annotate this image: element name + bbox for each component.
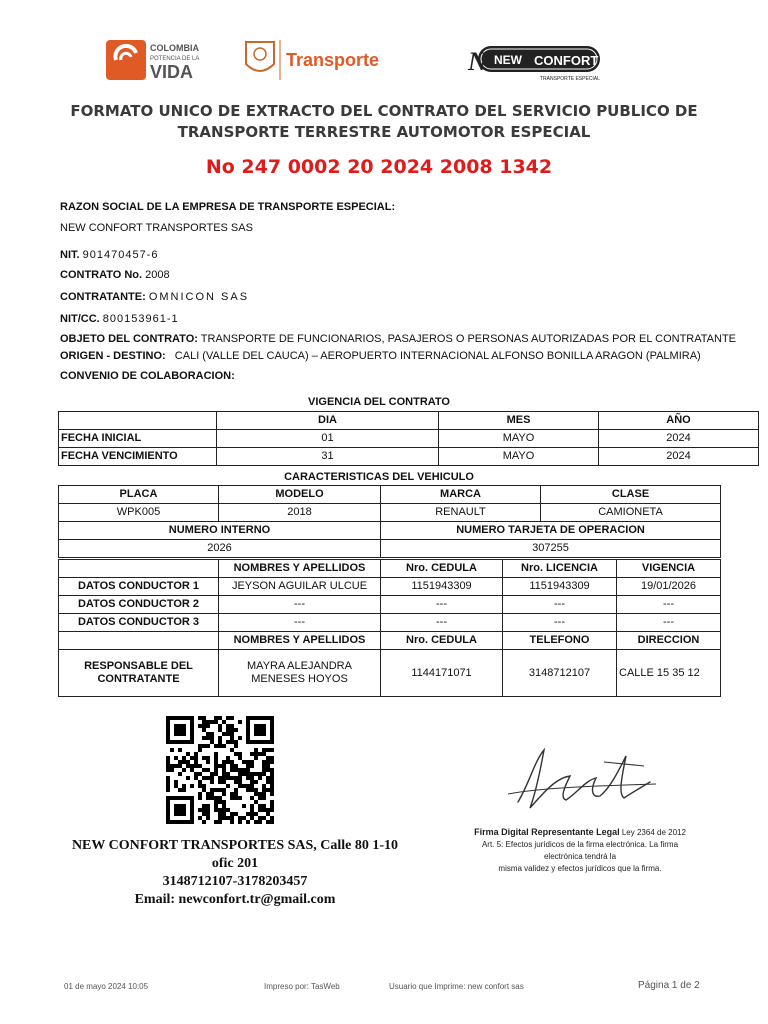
origen-value: CALI (VALLE DEL CAUCA) – AEROPUERTO INTERNACIONAL ALFONSO BONILLA ARAGON (PALMIRA) bbox=[174, 350, 701, 362]
table-cell: --- bbox=[219, 614, 381, 632]
table-row bbox=[59, 614, 721, 632]
document-title bbox=[0, 101, 768, 143]
table-cell: --- bbox=[617, 614, 721, 632]
table-row bbox=[59, 632, 721, 650]
table-row bbox=[59, 596, 721, 614]
contratante-row bbox=[60, 291, 249, 304]
new-confort-logo bbox=[464, 38, 604, 84]
conductores-table bbox=[58, 559, 721, 697]
table-cell: 2024 bbox=[599, 448, 759, 466]
logo-text-sub: TRANSPORTE ESPECIAL bbox=[540, 76, 600, 82]
responsable-telefono: 3148712107 bbox=[503, 650, 617, 697]
logo-text-vida: VIDA bbox=[150, 62, 194, 82]
contract-number: No 247 0002 20 2024 2008 1342 bbox=[205, 156, 553, 178]
razon-social-value: NEW CONFORT TRANSPORTES SAS bbox=[60, 222, 253, 234]
objeto-value: TRANSPORTE DE FUNCIONARIOS, PASAJEROS O PERSONAS AUTORIZADAS POR EL CONTRATANTE bbox=[200, 333, 736, 345]
contratante-label: CONTRATANTE: bbox=[60, 291, 146, 303]
print-date: 01 de mayo 2024 10:05 bbox=[64, 982, 149, 991]
signature-lead-line bbox=[440, 826, 720, 839]
row-label-conductor-2: DATOS CONDUCTOR 2 bbox=[59, 596, 219, 614]
col-header-licencia: Nro. LICENCIA bbox=[503, 560, 617, 578]
table-cell: JEYSON AGUILAR ULCUE bbox=[219, 578, 381, 596]
logo-text-potencia: POTENCIA DE LA bbox=[150, 56, 200, 62]
qr-code bbox=[166, 716, 274, 824]
col-header-dia: DIA bbox=[217, 412, 439, 430]
col-header-vigencia: VIGENCIA bbox=[617, 560, 721, 578]
nit-label: NIT. bbox=[60, 249, 80, 261]
table-row bbox=[59, 540, 721, 558]
vigencia-table bbox=[58, 411, 759, 466]
nitcc-value: 800153961-1 bbox=[102, 313, 179, 325]
row-label-conductor-3: DATOS CONDUCTOR 3 bbox=[59, 614, 219, 632]
print-user: Usuario que Imprime: new confort sas bbox=[389, 982, 524, 991]
col-header-modelo: MODELO bbox=[219, 486, 381, 504]
nit-row bbox=[60, 249, 158, 262]
contrato-value: 2008 bbox=[145, 269, 170, 281]
title-line-2: TRANSPORTE TERRESTRE AUTOMOTOR ESPECIAL bbox=[177, 123, 591, 141]
logo-text-transporte: Transporte bbox=[286, 50, 380, 70]
tarjeta-operacion-label: NUMERO TARJETA DE OPERACION bbox=[381, 522, 721, 540]
signature-law: Ley 2364 de 2012 bbox=[621, 828, 686, 837]
responsable-cedula: 1144171071 bbox=[381, 650, 503, 697]
logo-text-colombia: COLOMBIA bbox=[150, 43, 199, 53]
responsable-direccion: CALLE 15 35 12 bbox=[617, 650, 721, 697]
company-office-line: ofic 201 bbox=[211, 856, 259, 871]
company-email: Email: newconfort.tr@gmail.com bbox=[134, 892, 336, 907]
signature-line-3: electrónica tendrá la bbox=[543, 852, 617, 861]
razon-social-label: RAZON SOCIAL DE LA EMPRESA DE TRANSPORTE ESPECIAL: bbox=[60, 201, 396, 213]
marca-value: RENAULT bbox=[381, 504, 541, 522]
origen-label: ORIGEN - DESTINO: bbox=[60, 350, 166, 362]
origen-row bbox=[60, 350, 701, 363]
vehiculo-title: CARACTERISTICAS DEL VEHICULO bbox=[284, 471, 474, 483]
ministerio-transporte-logo bbox=[240, 36, 390, 84]
col-header-resp-nombres: NOMBRES Y APELLIDOS bbox=[219, 632, 381, 650]
table-cell: 01 bbox=[217, 430, 439, 448]
company-phones: 3148712107-3178203457 bbox=[162, 874, 308, 889]
colombia-potencia-logo bbox=[106, 40, 212, 82]
row-label-responsable: RESPONSABLE DEL CONTRATANTE bbox=[59, 650, 219, 697]
table-cell: --- bbox=[381, 596, 503, 614]
table-cell: --- bbox=[219, 596, 381, 614]
tarjeta-operacion-value: 307255 bbox=[381, 540, 721, 558]
table-row bbox=[59, 522, 721, 540]
printed-by: Impreso por: TasWeb bbox=[264, 982, 340, 991]
row-label-fecha-inicial: FECHA INICIAL bbox=[59, 430, 217, 448]
table-cell bbox=[59, 632, 219, 650]
contratante-value: OMNICON SAS bbox=[148, 291, 250, 303]
responsable-nombre: MAYRA ALEJANDRA MENESES HOYOS bbox=[219, 650, 381, 697]
company-address-line: NEW CONFORT TRANSPORTES SAS, Calle 80 1-10 bbox=[71, 838, 399, 853]
signature-line-2: Art. 5: Efectos jurídicos de la firma electrónica. La firma bbox=[481, 840, 679, 849]
table-row bbox=[59, 486, 721, 504]
col-header-nombres: NOMBRES Y APELLIDOS bbox=[219, 560, 381, 578]
table-row bbox=[59, 560, 721, 578]
nitcc-row bbox=[60, 313, 179, 326]
table-cell: 1151943309 bbox=[381, 578, 503, 596]
company-contact-block bbox=[40, 837, 430, 909]
table-cell: --- bbox=[381, 614, 503, 632]
table-cell: MAYO bbox=[439, 430, 599, 448]
table-row bbox=[59, 430, 759, 448]
clase-value: CAMIONETA bbox=[541, 504, 721, 522]
col-header-mes: MES bbox=[439, 412, 599, 430]
table-row bbox=[59, 412, 759, 430]
signature-line-4: misma validez y efectos jurídicos que la firma. bbox=[498, 864, 662, 873]
numero-interno-label: NUMERO INTERNO bbox=[59, 522, 381, 540]
row-label-conductor-1: DATOS CONDUCTOR 1 bbox=[59, 578, 219, 596]
nitcc-label: NIT/CC. bbox=[60, 313, 100, 325]
table-row bbox=[59, 578, 721, 596]
signature-caption bbox=[440, 826, 720, 875]
col-header-cedula: Nro. CEDULA bbox=[381, 560, 503, 578]
vehiculo-table bbox=[58, 485, 721, 558]
table-cell: 19/01/2026 bbox=[617, 578, 721, 596]
svg-text:N: N bbox=[468, 47, 487, 76]
table-cell bbox=[59, 412, 217, 430]
logo-text-new: NEW bbox=[494, 53, 522, 67]
page-number: Página 1 de 2 bbox=[638, 980, 700, 991]
table-row bbox=[59, 650, 721, 697]
col-header-resp-direccion: DIRECCION bbox=[617, 632, 721, 650]
title-line-1: FORMATO UNICO DE EXTRACTO DEL CONTRATO DEL SERVICIO PUBLICO DE bbox=[70, 102, 698, 120]
legal-signature bbox=[500, 742, 660, 818]
convenio-label: CONVENIO DE COLABORACION: bbox=[60, 370, 235, 382]
col-header-marca: MARCA bbox=[381, 486, 541, 504]
table-cell: MAYO bbox=[439, 448, 599, 466]
table-row bbox=[59, 448, 759, 466]
signature-lead: Firma Digital Representante Legal bbox=[474, 827, 620, 837]
logo-text-confort: CONFORT bbox=[534, 53, 599, 68]
objeto-label: OBJETO DEL CONTRATO: bbox=[60, 333, 198, 345]
contrato-row bbox=[60, 269, 170, 282]
convenio-row bbox=[60, 370, 235, 383]
table-cell: --- bbox=[617, 596, 721, 614]
objeto-row bbox=[60, 333, 736, 346]
col-header-clase: CLASE bbox=[541, 486, 721, 504]
table-cell: --- bbox=[503, 614, 617, 632]
table-row bbox=[59, 504, 721, 522]
numero-interno-value: 2026 bbox=[59, 540, 381, 558]
row-label-fecha-vencimiento: FECHA VENCIMIENTO bbox=[59, 448, 217, 466]
contrato-label: CONTRATO No. bbox=[60, 269, 143, 281]
col-header-resp-cedula: Nro. CEDULA bbox=[381, 632, 503, 650]
placa-value: WPK005 bbox=[59, 504, 219, 522]
table-cell: 31 bbox=[217, 448, 439, 466]
modelo-value: 2018 bbox=[219, 504, 381, 522]
col-header-resp-telefono: TELEFONO bbox=[503, 632, 617, 650]
col-header-anio: AÑO bbox=[599, 412, 759, 430]
col-header-placa: PLACA bbox=[59, 486, 219, 504]
table-cell: 1151943309 bbox=[503, 578, 617, 596]
vigencia-title: VIGENCIA DEL CONTRATO bbox=[308, 396, 450, 408]
table-cell: 2024 bbox=[599, 430, 759, 448]
table-cell bbox=[59, 560, 219, 578]
nit-value: 901470457-6 bbox=[82, 249, 159, 261]
table-cell: --- bbox=[503, 596, 617, 614]
